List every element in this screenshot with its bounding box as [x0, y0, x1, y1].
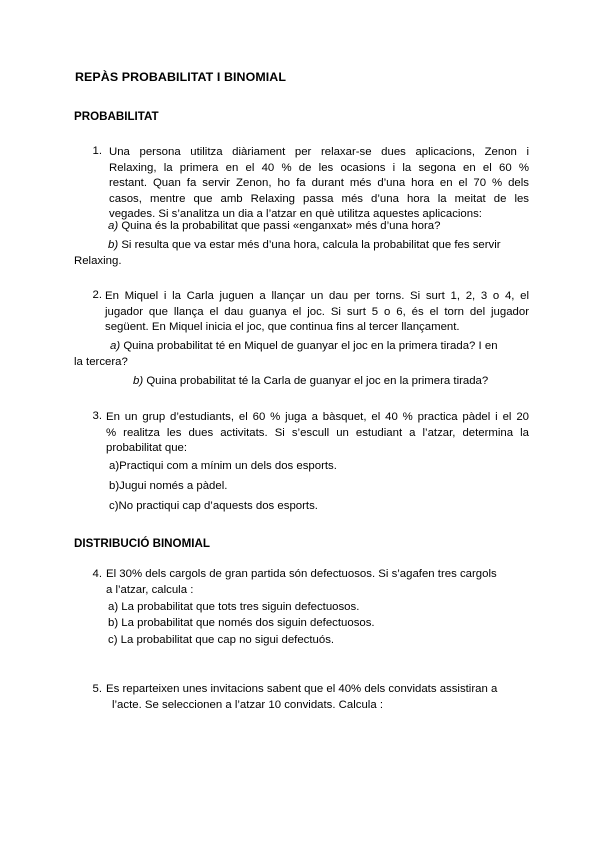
question-2b	[133, 375, 488, 387]
question-4-number: 4.	[92, 568, 102, 580]
question-5-line-1: Es reparteixen unes invitacions sabent que el 40% dels convidats assistiran a	[106, 683, 498, 695]
question-3-line: probabilitat que:	[106, 442, 188, 455]
question-3-line: En un grup d’estudiants, el 60 % juga a bàsquet, el 40 % practica pàdel i el 20	[106, 411, 529, 423]
question-1-line: restant. Quan fa servir Zenon, ho fa durant més d’una hora en el 70 % dels	[109, 177, 529, 190]
question-1a	[108, 220, 440, 232]
question-2b-text: Quina probabilitat té la Carla de guanyar el joc en la primera tirada?	[146, 375, 489, 387]
page-title: REPÀS PROBABILITAT I BINOMIAL	[75, 70, 287, 84]
question-5-number: 5.	[92, 683, 102, 695]
question-2-line: jugador que llança el dau guanya el joc. Si surt 5 o 6, és el torn del jugador	[105, 305, 529, 318]
question-1b	[108, 239, 501, 251]
question-3a: a)Practiqui com a mínim un dels dos esports.	[109, 460, 337, 472]
question-2a	[110, 340, 498, 352]
question-4a: a) La probabilitat que tots tres siguin defectuosos.	[108, 601, 360, 613]
question-1b-text: Si resulta que va estar més d’una hora, calcula la probabilitat que fes servir	[121, 239, 501, 251]
section-heading-binomial: DISTRIBUCIÓ BINOMIAL	[74, 537, 210, 550]
question-2-line: següent. En Miquel inicia el joc, que continua fins al tercer llançament.	[105, 321, 460, 334]
question-1a-label: a)	[108, 220, 119, 232]
question-2-number: 2.	[92, 289, 102, 301]
question-1-line: Una persona utilitza diàriament per relaxar-se dues aplicacions, Zenon i	[109, 146, 529, 158]
question-1-line: Relaxing, la primera en el 40 % de les ocasions i la segona en el 60 %	[109, 161, 529, 174]
question-1-number: 1.	[92, 145, 102, 157]
question-1-text	[109, 145, 529, 223]
question-4c: c) La probabilitat que cap no sigui defectuós.	[108, 634, 335, 646]
question-2-text	[105, 289, 529, 336]
question-2a-continuation: la tercera?	[74, 356, 128, 368]
question-1b-label: b)	[108, 239, 119, 251]
question-1b-continuation: Relaxing.	[74, 255, 122, 267]
question-1-line: vegades. Si s’analitza un dia a l’atzar en què utilitza aquestes aplicacions:	[109, 208, 482, 221]
question-4-line-2: a l’atzar, calcula :	[106, 584, 194, 596]
question-2a-label: a)	[110, 340, 121, 352]
question-3-number: 3.	[92, 410, 102, 422]
question-3c: c)No practiqui cap d’aquests dos esports.	[109, 500, 318, 512]
question-2b-label: b)	[133, 375, 144, 387]
question-4b: b) La probabilitat que només dos siguin defectuosos.	[108, 617, 375, 629]
question-4-line-1: El 30% dels cargols de gran partida són defectuosos. Si s’agafen tres cargols	[106, 568, 497, 580]
question-2-line: En Miquel i la Carla juguen a llançar un dau per torns. Si surt 1, 2, 3 o 4, el	[105, 290, 529, 302]
section-heading-probabilitat: PROBABILITAT	[74, 110, 159, 123]
question-1-line: casos, mentre que amb Relaxing passa més d’una hora la meitat de les	[109, 192, 529, 205]
question-3-line: % realitza les dues activitats. Si s’escull un estudiant a l’atzar, determina la	[106, 426, 529, 439]
question-3b: b)Jugui només a pàdel.	[109, 480, 228, 492]
question-5-line-2: l’acte. Se seleccionen a l’atzar 10 convidats. Calcula :	[112, 699, 383, 711]
question-3-text	[106, 410, 529, 457]
question-1a-text: Quina és la probabilitat que passi «enganxat» més d’una hora?	[121, 220, 441, 232]
question-2a-text: Quina probabilitat té en Miquel de guanyar el joc en la primera tirada? I en	[123, 340, 498, 352]
